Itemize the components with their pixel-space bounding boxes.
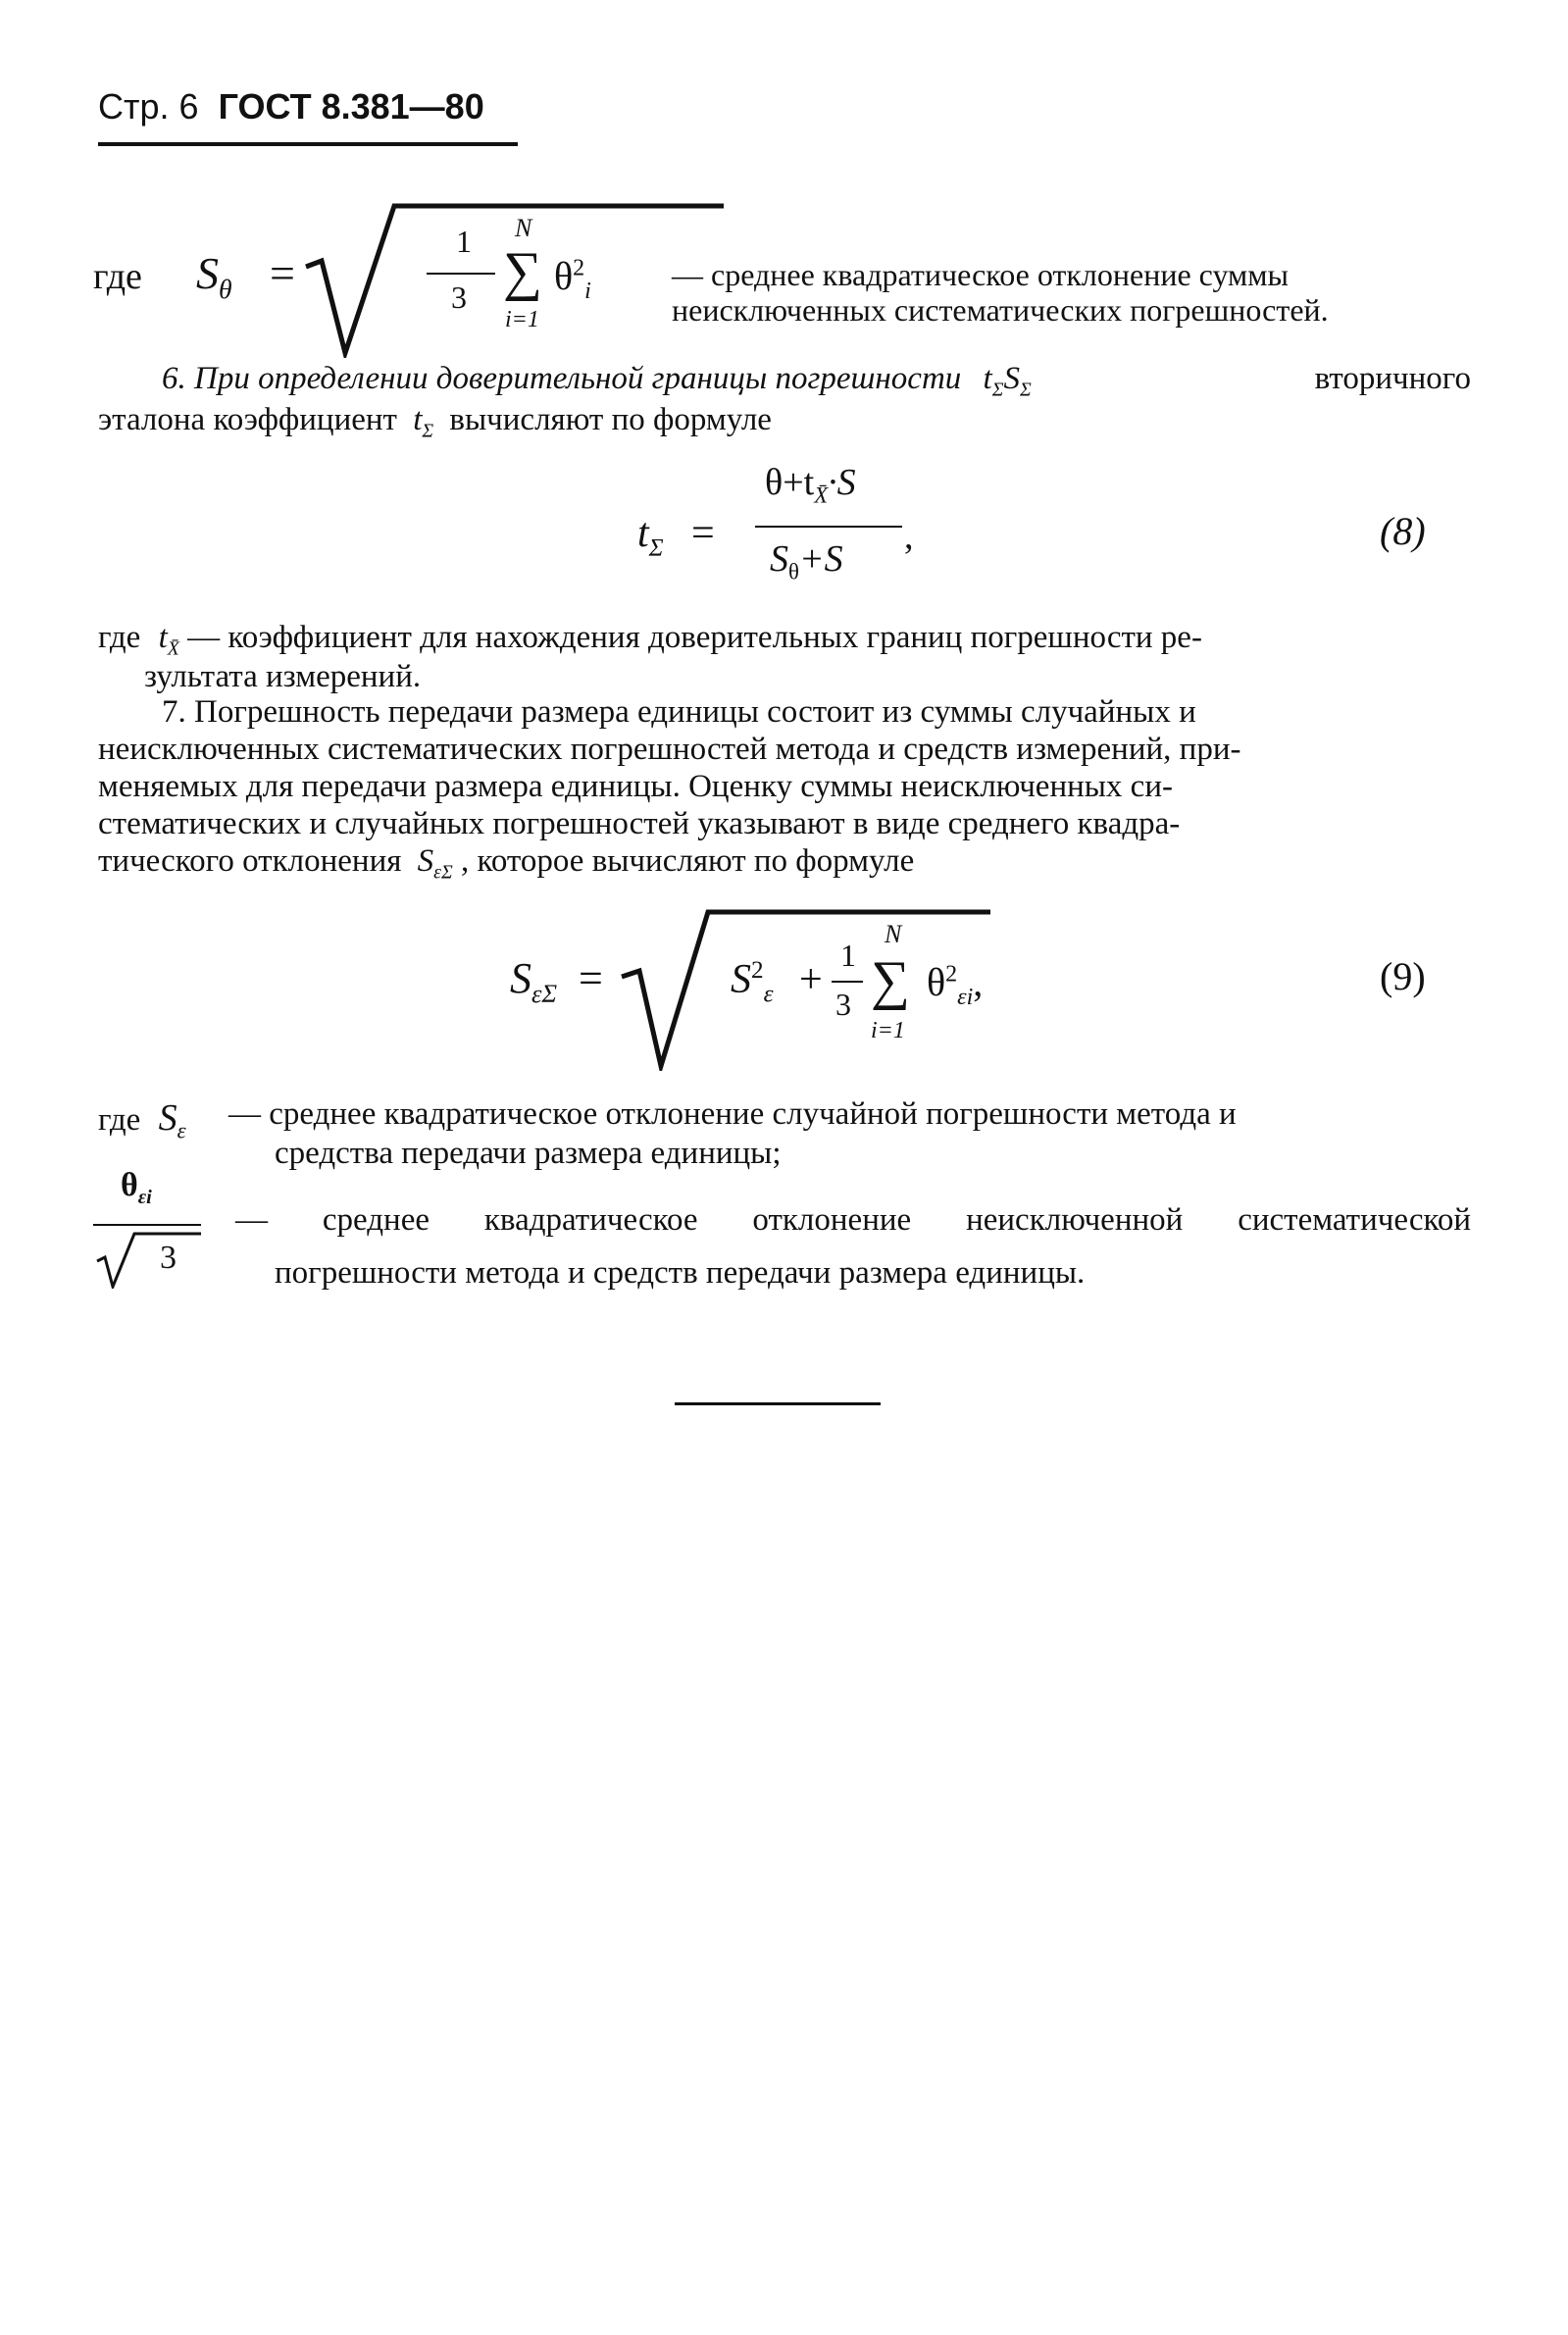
frac2-den: 3 — [160, 1240, 177, 1276]
eq9-term1: $S^2_\varepsilon$ — [731, 957, 774, 1008]
para6-text-a: 6. При определении доверительной границы погрешности — [162, 361, 962, 396]
s-theta-lhs: $S_\theta$ — [196, 248, 232, 305]
where9-desc2-line1: — среднее квадратическое отклонение неисключенной систематической — [235, 1202, 1471, 1238]
t-xbar: $t_{X̄}$ — [158, 620, 179, 660]
para6-line1 — [162, 361, 1471, 402]
eq8-equals: = — [691, 511, 715, 556]
where8-line2: зультата измерений. — [144, 659, 422, 694]
sqrt-radical-icon — [95, 1230, 203, 1289]
eq8-numerator: $\theta+t_{X̄}\cdot S$ — [765, 462, 856, 508]
eq8-number: (8) — [1380, 509, 1426, 553]
t-sigma: $t_\Sigma$ — [413, 402, 434, 442]
para7-line5-text-a: тического отклонения — [98, 843, 402, 879]
end-rule — [675, 1402, 881, 1405]
eq9-equals: = — [579, 954, 603, 1002]
para6-line2 — [98, 402, 772, 443]
eq-s-theta — [93, 196, 1466, 363]
eq9-sum-top: N — [885, 920, 902, 948]
eq8-comma: , — [904, 516, 914, 557]
header-rule — [98, 142, 518, 146]
eq9-frac-den: 3 — [835, 987, 851, 1022]
frac-num: 1 — [456, 224, 472, 259]
eq9-number: (9) — [1380, 954, 1426, 998]
frac-bar — [427, 273, 495, 275]
s-eps: $S_\varepsilon$ — [158, 1097, 186, 1143]
frac-den: 3 — [451, 279, 467, 315]
where8-line1 — [98, 620, 1471, 661]
para7-line1: 7. Погрешность передачи размера единицы состоит из суммы случайных и — [162, 694, 1196, 730]
eq8 — [0, 461, 1568, 608]
where9-desc2-line2: погрешности метода и средств передачи размера единицы. — [275, 1255, 1086, 1291]
s-theta-desc-line1: — среднее квадратическое отклонение суммы — [672, 257, 1290, 292]
eq9 — [0, 902, 1568, 1079]
para6-line2-text-a: эталона коэффициент — [98, 402, 397, 437]
s-theta-desc-line2: неисключенных систематических погрешностей. — [672, 292, 1329, 328]
para7-line3: меняемых для передачи размера единицы. Оценку суммы неисключенных си- — [98, 769, 1173, 804]
para6-line2-text-b: вычисляют по формуле — [449, 402, 772, 437]
page-label: Стр. 6 — [98, 86, 199, 127]
para7-line5-text-b: , которое вычисляют по формуле — [460, 843, 915, 879]
where9-desc1-line2: средства передачи размера единицы; — [275, 1136, 782, 1171]
eq8-denominator: $S_\theta+S$ — [770, 538, 843, 584]
equals-sign: = — [270, 248, 295, 298]
sum-top: N — [515, 214, 532, 242]
eq9-lhs: $S_{\varepsilon\Sigma}$ — [510, 954, 558, 1008]
eq9-plus: + — [799, 957, 823, 1002]
eq9-frac-bar — [832, 981, 863, 983]
s-eps-sigma: $S_{\varepsilon\Sigma}$ — [417, 843, 453, 884]
where9-word: где — [98, 1102, 141, 1138]
para7-line5 — [98, 843, 914, 885]
eq8-frac-bar — [755, 526, 902, 528]
standard-title: ГОСТ 8.381—80 — [218, 86, 484, 127]
para6-text-b: вторичного — [1314, 361, 1471, 396]
frac2-num: $\theta_{\varepsilon i}$ — [121, 1167, 152, 1208]
eq9-sum-symbol: ∑ — [871, 950, 910, 1011]
theta-term: $\theta^2_i$ — [554, 254, 591, 304]
sum-bottom: i=1 — [505, 307, 539, 332]
where-word: где — [93, 256, 142, 297]
para7-line2: неисключенных систематических погрешностей метода и средств измерений, при- — [98, 732, 1241, 767]
page-header — [98, 86, 484, 127]
eq9-sum-bottom: i=1 — [871, 1018, 905, 1043]
eq9-frac-num: 1 — [840, 938, 856, 973]
para7-line4: стематических и случайных погрешностей указывают в виде среднего квадра- — [98, 806, 1181, 841]
eq8-lhs: $t_\Sigma$ — [637, 511, 664, 562]
where8-word: где — [98, 620, 141, 655]
where8-text-line1: — коэффициент для нахождения доверительных границ погрешности ре- — [187, 620, 1202, 655]
theta-over-sqrt3 — [93, 1167, 211, 1294]
frac2-bar — [93, 1224, 201, 1226]
eq9-theta-term: $\theta^2_{\varepsilon i}$, — [927, 960, 984, 1010]
sum-symbol: ∑ — [503, 241, 542, 302]
where9-desc1-line1: — среднее квадратическое отклонение случайной погрешности метода и — [228, 1096, 1237, 1132]
t-sigma-s-sigma: $t_\Sigma S_\Sigma$ — [983, 361, 1032, 401]
